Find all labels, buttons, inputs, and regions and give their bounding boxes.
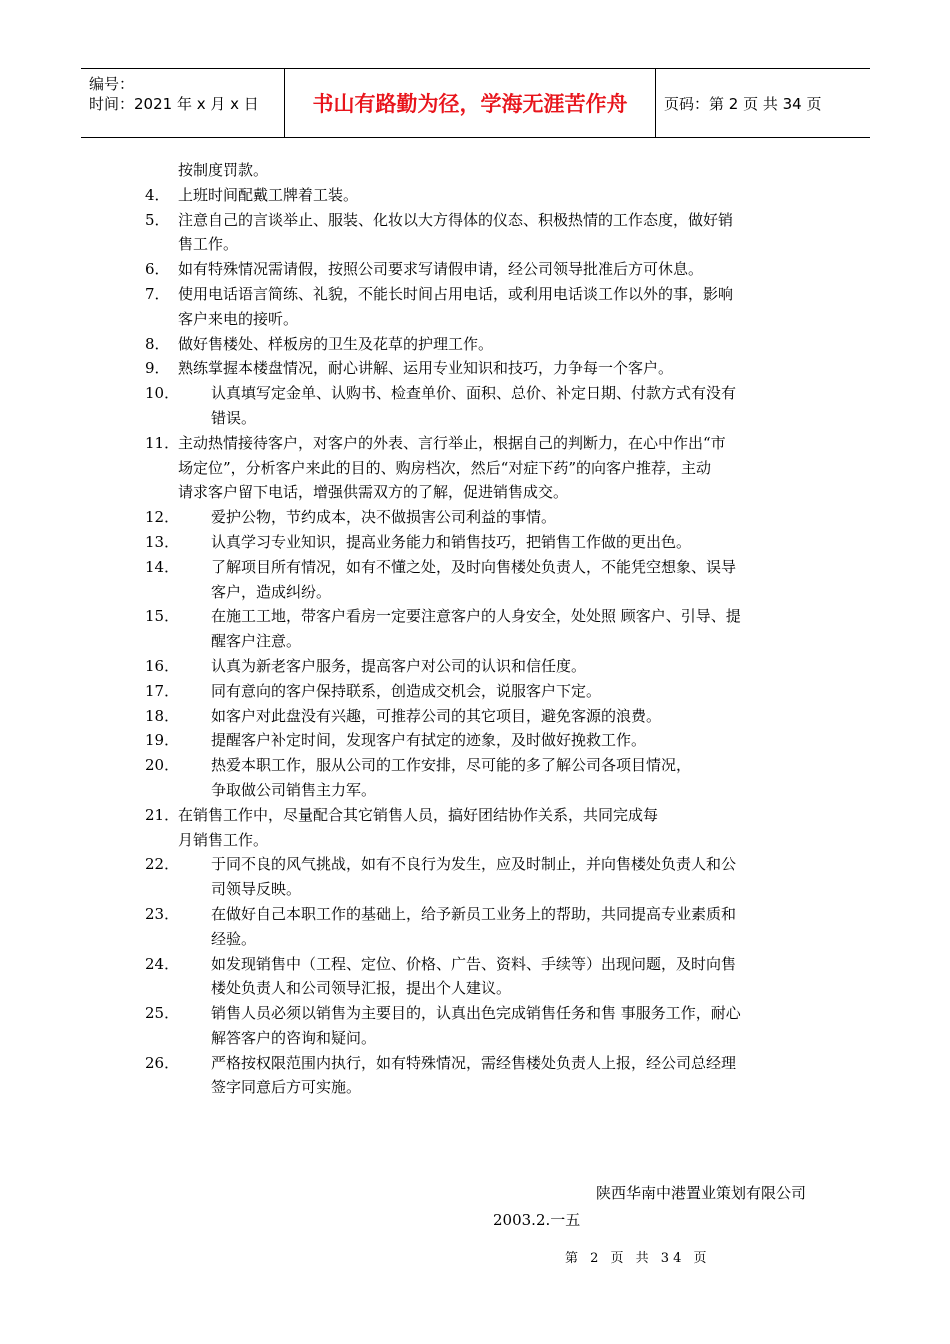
list-item-line: 认真填写定金单、认购书、检查单价、面积、总价、补定日期、付款方式有没有	[211, 384, 737, 403]
list-item-text	[178, 208, 810, 258]
list-item-number: 24．	[145, 954, 180, 973]
list-item	[145, 356, 810, 381]
list-item-number: 23．	[145, 904, 180, 923]
list-item-line: 醒客户注意。	[211, 632, 302, 651]
list-item-number: 21．	[145, 805, 180, 824]
list-item-line: 主动热情接待客户，对客户的外表、言行举止，根据自己的判断力，在心中作出“市	[178, 433, 726, 452]
document-number-label: 编号：	[89, 75, 135, 93]
page-footer-number: 第 2 页 共 34 页	[565, 1251, 711, 1266]
list-item	[145, 604, 810, 654]
list-item-line: 销售人员必须以销售为主要目的，认真出色完成销售任务和售 事服务工作，耐心	[211, 1004, 741, 1023]
list-item-number: 25．	[145, 1004, 180, 1023]
list-item-text	[211, 381, 810, 431]
list-item-line: 错误。	[211, 408, 257, 427]
list-item-line: 认真为新老客户服务，提高客户对公司的认识和信任度。	[211, 656, 587, 675]
list-item-number: 15．	[145, 607, 180, 626]
list-item-number: 8．	[145, 334, 170, 353]
list-item-number: 5．	[145, 210, 170, 229]
list-item-number: 11．	[145, 433, 180, 452]
list-item	[145, 1051, 810, 1101]
list-item-line: 司领导反映。	[211, 880, 302, 899]
header-meta	[81, 69, 285, 137]
list-item-number: 10．	[145, 384, 180, 403]
header-motto: 书山有路勤为径，学海无涯苦作舟	[285, 69, 656, 137]
list-item	[145, 728, 810, 753]
list-item	[145, 257, 810, 282]
list-item-text	[211, 728, 810, 753]
list-item-line: 在做好自己本职工作的基础上，给予新员工业务上的帮助，共同提高专业素质和	[211, 904, 737, 923]
list-item-text	[211, 852, 810, 902]
list-item-text	[178, 356, 810, 381]
list-item-text	[211, 505, 810, 530]
list-item	[145, 282, 810, 332]
list-item-line: 客户来电的接听。	[178, 309, 299, 328]
list-item-line: 了解项目所有情况，如有不懂之处，及时向售楼处负责人，不能凭空想象、误导	[211, 557, 737, 576]
list-item-line: 做好售楼处、样板房的卫生及花草的护理工作。	[178, 334, 494, 353]
list-item-line: 于同不良的风气挑战，如有不良行为发生，应及时制止，并向售楼处负责人和公	[211, 855, 737, 874]
list-item-number: 22．	[145, 855, 180, 874]
document-date: 2003.2.一五	[493, 1211, 581, 1229]
list-item	[145, 505, 810, 530]
list-item-line: 请求客户留下电话，增强供需双方的了解，促进销售成交。	[178, 483, 569, 502]
list-item-text	[178, 803, 810, 853]
list-item-line: 严格按权限范围内执行，如有特殊情况，需经售楼处负责人上报，经公司总经理	[211, 1053, 737, 1072]
page-header	[81, 68, 870, 138]
list-item-text	[178, 183, 810, 208]
list-item-text	[178, 332, 810, 357]
list-item-line: 在施工工地，带客户看房一定要注意客户的人身安全，处处照 顾客户、引导、提	[211, 607, 741, 626]
list-item	[145, 803, 810, 853]
list-item-line: 楼处负责人和公司领导汇报，提出个人建议。	[211, 979, 512, 998]
list-item-number: 7．	[145, 284, 170, 303]
list-item	[145, 852, 810, 902]
list-item-text	[211, 753, 810, 803]
list-item-number: 13．	[145, 532, 180, 551]
list-item-line: 场定位”，分析客户来此的目的、购房档次，然后“对症下药”的向客户推荐，主动	[178, 458, 712, 477]
list-item-text	[211, 604, 810, 654]
list-item-line: 使用电话语言简练、礼貌，不能长时间占用电话，或利用电话谈工作以外的事，影响	[178, 284, 734, 303]
list-item	[145, 753, 810, 803]
document-body	[145, 158, 810, 1100]
list-item-line: 签字同意后方可实施。	[211, 1078, 362, 1097]
list-item-line: 注意自己的言谈举止、服装、化妆以大方得体的仪态、积极热情的工作态度，做好销	[178, 210, 734, 229]
company-name: 陕西华南中港置业策划有限公司	[595, 1184, 806, 1202]
list-item-number: 26．	[145, 1053, 180, 1072]
list-item-line: 上班时间配戴工牌着工装。	[178, 185, 359, 204]
list-item	[145, 679, 810, 704]
list-item-number: 20．	[145, 756, 180, 775]
list-item-number: 17．	[145, 681, 180, 700]
list-item	[145, 555, 810, 605]
list-item-line: 客户，造成纠纷。	[211, 582, 332, 601]
list-item-text	[211, 1001, 810, 1051]
list-item-text	[211, 952, 810, 1002]
list-item-line: 同有意向的客户保持联系，创造成交机会，说服客户下定。	[211, 681, 602, 700]
document-time-label: 时间：2021 年 x 月 x 日	[89, 95, 259, 113]
list-item-line: 解答客户的咨询和疑问。	[211, 1028, 377, 1047]
list-item-text	[211, 704, 810, 729]
list-item	[145, 208, 810, 258]
intro-line: 按制度罚款。	[178, 161, 269, 179]
list-item-number: 9．	[145, 359, 170, 378]
list-item-text	[211, 1051, 810, 1101]
rules-list	[145, 183, 810, 1100]
list-item-number: 18．	[145, 706, 180, 725]
list-item-line: 争取做公司销售主力军。	[211, 780, 377, 799]
list-item-number: 14．	[145, 557, 180, 576]
list-item	[145, 704, 810, 729]
list-item-text	[211, 555, 810, 605]
list-item	[145, 530, 810, 555]
list-item-text	[178, 431, 810, 505]
list-item-line: 月销售工作。	[178, 830, 269, 849]
list-item	[145, 654, 810, 679]
list-item	[145, 183, 810, 208]
list-item-number: 19．	[145, 731, 180, 750]
list-item-text	[178, 282, 810, 332]
list-item-text	[178, 257, 810, 282]
list-item	[145, 1001, 810, 1051]
list-item-line: 提醒客户补定时间，发现客户有拭定的迹象，及时做好挽救工作。	[211, 731, 647, 750]
list-item-number: 4．	[145, 185, 170, 204]
list-item-line: 经验。	[211, 929, 257, 948]
list-item	[145, 952, 810, 1002]
header-page-number: 页码：第 2 页 共 34 页	[664, 94, 822, 113]
list-item-text	[211, 679, 810, 704]
list-item-text	[211, 654, 810, 679]
list-item-line: 热爱本职工作，服从公司的工作安排，尽可能的多了解公司各项目情况，	[211, 756, 692, 775]
list-item-line: 如有特殊情况需请假，按照公司要求写请假申请，经公司领导批准后方可休息。	[178, 260, 704, 279]
list-item-line: 熟练掌握本楼盘情况，耐心讲解、运用专业知识和技巧，力争每一个客户。	[178, 359, 674, 378]
list-item-line: 认真学习专业知识，提高业务能力和销售技巧，把销售工作做的更出色。	[211, 532, 692, 551]
list-item-line: 在销售工作中，尽量配合其它销售人员，搞好团结协作关系，共同完成每	[178, 805, 659, 824]
list-item	[145, 332, 810, 357]
list-item-line: 如客户对此盘没有兴趣，可推荐公司的其它项目，避免客源的浪费。	[211, 706, 662, 725]
list-item	[145, 902, 810, 952]
list-item-number: 6．	[145, 260, 170, 279]
list-item-number: 12．	[145, 508, 180, 527]
list-item-line: 售工作。	[178, 235, 239, 254]
list-item	[145, 381, 810, 431]
list-item-line: 如发现销售中（工程、定位、价格、广告、资料、手续等）出现问题，及时向售	[211, 954, 737, 973]
list-item-text	[211, 902, 810, 952]
list-item-number: 16．	[145, 656, 180, 675]
list-item-text	[211, 530, 810, 555]
list-item	[145, 431, 810, 505]
list-item-line: 爱护公物，节约成本，决不做损害公司利益的事情。	[211, 508, 557, 527]
